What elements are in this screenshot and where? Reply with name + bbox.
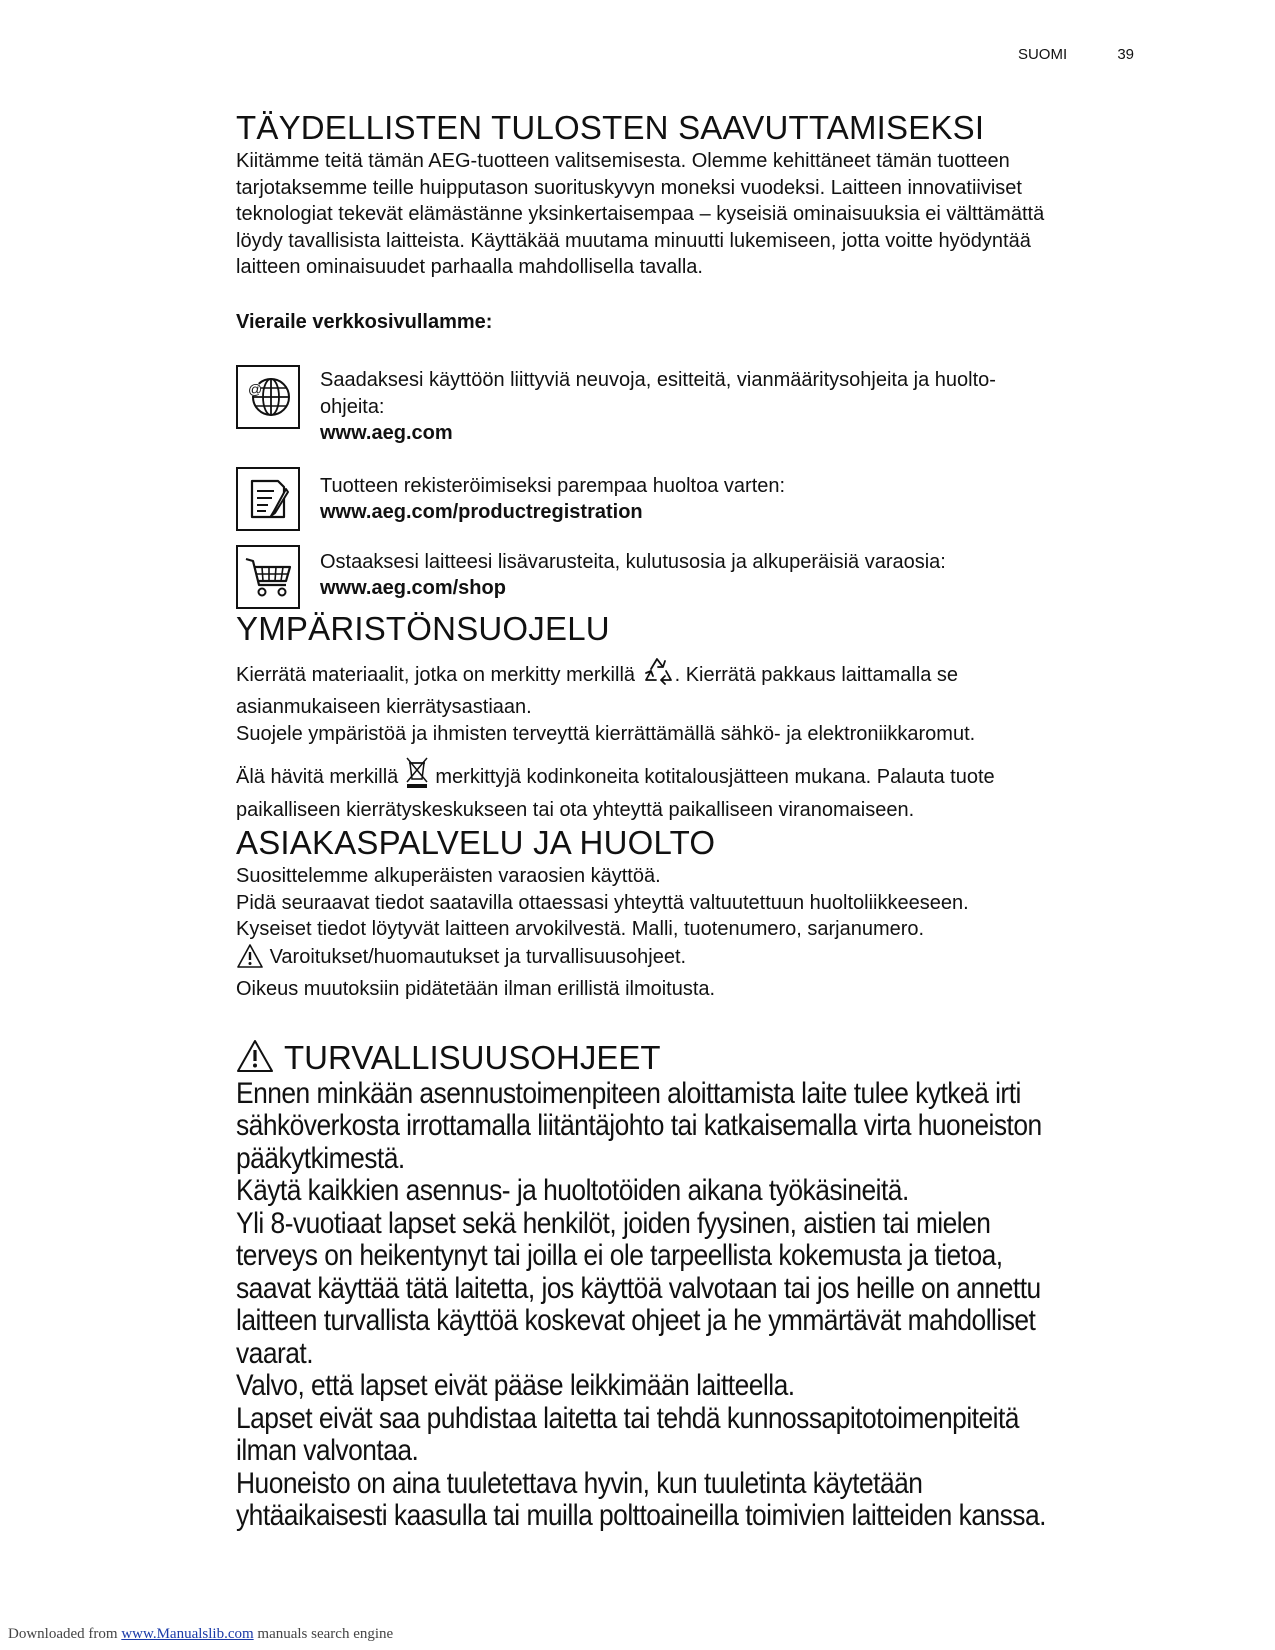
registration-document-icon <box>236 467 300 531</box>
intro-line: löydy tavallisista laitteista. Käyttäkää muutama minuutti lukemiseen, jotta voitte hyödyntää <box>236 229 1031 252</box>
intro-title: TÄYDELLISTEN TULOSTEN SAAVUTTAMISEKSI <box>236 109 985 146</box>
download-footer <box>8 1626 393 1643</box>
intro-line: teknologiat tekevät elämästänne yksinkertaisempaa – kyseisiä ominaisuuksia ei välttämättä <box>236 203 1045 225</box>
link-description: ohjeita: <box>320 395 385 418</box>
safety-line: saavat käyttää tätä laitetta, jos käyttöä valvotaan tai jos heille on annettu <box>236 1271 1041 1305</box>
safety-line: Lapset eivät saa puhdistaa laitetta tai tehdä kunnossapitotoimenpiteitä <box>236 1401 1019 1435</box>
safety-line: vaarat. <box>236 1336 314 1370</box>
environment-text: Kierrätä materiaalit, jotka on merkitty merkillä <box>236 663 641 686</box>
crossed-bin-icon <box>404 755 430 797</box>
footer-suffix: manuals search engine <box>253 1626 394 1642</box>
safety-line: Huoneisto on aina tuuletettava hyvin, kun tuuletinta käytetään <box>236 1466 923 1500</box>
link-description: Tuotteen rekisteröimiseksi parempaa huoltoa varten: <box>320 474 786 497</box>
link-row-registration <box>236 467 1136 531</box>
environment-title: YMPÄRISTÖNSUOJELU <box>236 609 610 647</box>
link-url-registration[interactable]: www.aeg.com/productregistration <box>320 501 643 523</box>
link-description: Saadaksesi käyttöön liittyviä neuvoja, esitteitä, vianmääritysohjeita ja huolto- <box>320 369 996 391</box>
link-description: Ostaaksesi laitteesi lisävarusteita, kulutusosia ja alkuperäisiä varaosia: <box>320 550 946 573</box>
warning-text: Varoitukset/huomautukset ja turvallisuusohjeet. <box>269 945 687 968</box>
customer-service-line: Suosittelemme alkuperäisten varaosien käyttöä. <box>236 865 661 887</box>
link-row-shop <box>236 545 1136 609</box>
warning-triangle-icon <box>236 943 264 977</box>
intro-line: laitteen ominaisuudet parhaalla mahdollisella tavalla. <box>236 256 703 278</box>
link-url-shop[interactable]: www.aeg.com/shop <box>320 577 506 599</box>
safety-line: Käytä kaikkien asennus- ja huoltotöiden aikana työkäsineitä. <box>236 1174 909 1207</box>
environment-text: . Kierrätä pakkaus laittamalla se <box>674 663 959 686</box>
customer-service-line: Oikeus muutoksiin pidätetään ilman erillistä ilmoitusta. <box>236 978 716 1000</box>
safety-line: yhtäaikaisesti kaasulla tai muilla polttoaineilla toimivien laitteiden kanssa. <box>236 1499 1046 1532</box>
recycle-icon <box>641 655 675 695</box>
customer-service-line <box>236 943 1136 977</box>
safety-line: Valvo, että lapset eivät pääse leikkimään laitteella. <box>236 1369 795 1402</box>
customer-service-paragraph <box>236 863 1136 1003</box>
warning-triangle-icon <box>236 1039 274 1078</box>
intro-line: tarjotaksemme teille huipputason suorituskyvyn moneksi vuodeksi. Laitteen innovatiiviset <box>236 176 1022 199</box>
environment-line: Suojele ympäristöä ja ihmisten terveyttä kierrättämällä sähkö- ja elektroniikkaromut. <box>236 722 976 745</box>
customer-service-title: ASIAKASPALVELU JA HUOLTO <box>236 824 716 861</box>
environment-text: merkittyjä kodinkoneita kotitalousjätteen mukana. Palauta tuote <box>429 766 995 788</box>
safety-line: ilman valvontaa. <box>236 1434 419 1467</box>
link-row-web <box>236 365 1136 447</box>
environment-line: paikalliseen kierrätyskeskukseen tai ota yhteyttä paikalliseen viranomaiseen. <box>236 798 915 821</box>
safety-line: terveys on heikentynyt tai joilla ei ole tarpeellista kokemusta ja tietoa, <box>236 1239 1003 1272</box>
environment-line <box>236 755 1136 797</box>
intro-line: Kiitämme teitä tämän AEG-tuotteen valitsemisesta. Olemme kehittäneet tämän tuotteen <box>236 150 1010 172</box>
safety-line: sähköverkosta irrottamalla liitäntäjohto tai katkaisemalla virta huoneiston <box>236 1109 1042 1142</box>
environment-text: Älä hävitä merkillä <box>236 766 404 788</box>
safety-title: TURVALLISUUSOHJEET <box>284 1039 661 1076</box>
safety-heading <box>236 1039 1136 1078</box>
safety-line: Ennen minkään asennustoimenpiteen aloittamista laite tulee kytkeä irti <box>236 1076 1021 1110</box>
intro-paragraph <box>236 148 1136 281</box>
svg-text:@: @ <box>248 381 263 397</box>
language-label: SUOMI <box>1017 46 1068 63</box>
environment-paragraph <box>236 655 1136 824</box>
page-header <box>1018 46 1134 63</box>
customer-service-line: Pidä seuraavat tiedot saatavilla ottaessasi yhteyttä valtuutettuun huoltoliikkeeseen. <box>236 891 969 914</box>
safety-line: laitteen turvallista käyttöä koskevat ohjeet ja he ymmärtävät mahdolliset <box>236 1304 1036 1337</box>
safety-line: pääkytkimestä. <box>236 1141 405 1175</box>
customer-service-line: Kyseiset tiedot löytyvät laitteen arvokilvestä. Malli, tuotenumero, sarjanumero. <box>236 918 925 940</box>
shopping-cart-icon <box>236 545 300 609</box>
footer-prefix: Downloaded from <box>8 1626 122 1642</box>
page-number: 39 <box>1117 46 1134 63</box>
safety-line: Yli 8-vuotiaat lapset sekä henkilöt, joiden fyysinen, aistien tai mielen <box>236 1206 991 1240</box>
web-globe-icon <box>236 365 300 429</box>
link-url-aeg[interactable]: www.aeg.com <box>320 422 453 444</box>
environment-line: asianmukaiseen kierrätysastiaan. <box>236 696 532 718</box>
visit-website-label: Vieraile verkkosivullamme: <box>236 310 493 333</box>
page-content <box>236 108 1136 1533</box>
environment-line <box>236 655 1136 695</box>
footer-manualslib-link[interactable]: www.Manualslib.com <box>121 1626 254 1642</box>
safety-paragraph <box>236 1078 1125 1533</box>
